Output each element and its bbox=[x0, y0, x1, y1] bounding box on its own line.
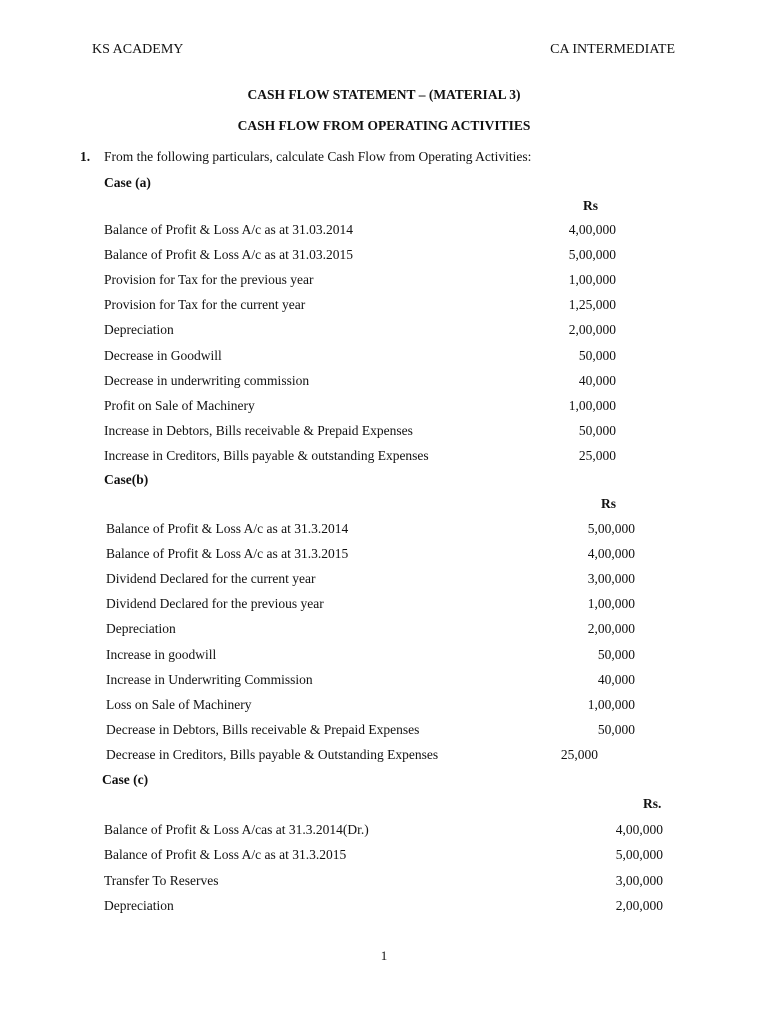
case-c-row-label: Transfer To Reserves bbox=[104, 872, 219, 888]
case-a-row-label: Decrease in Goodwill bbox=[104, 347, 222, 363]
case-b-row-value: 50,000 bbox=[597, 646, 635, 662]
case-b-row-label: Balance of Profit & Loss A/c as at 31.3.2014 bbox=[106, 521, 349, 536]
case-b-row-label: Depreciation bbox=[106, 621, 176, 637]
case-b-row-value: 1,00,000 bbox=[587, 696, 635, 712]
case-a-row-value: 50,000 bbox=[578, 422, 616, 438]
case-a-row-label: Increase in Creditors, Bills payable & outstanding Expenses bbox=[104, 447, 429, 463]
case-b-row-value: 25,000 bbox=[560, 746, 598, 762]
case-b-row-label: Decrease in Debtors, Bills receivable & Prepaid Expenses bbox=[106, 721, 420, 737]
case-a-row-value: 4,00,000 bbox=[568, 222, 616, 237]
case-b-row-value: 2,00,000 bbox=[587, 621, 635, 637]
case-b-unit: Rs bbox=[601, 496, 617, 511]
case-b-row-label: Dividend Declared for the current year bbox=[106, 571, 316, 587]
section-title: CASH FLOW FROM OPERATING ACTIVITIES bbox=[237, 118, 531, 133]
case-a-row-value: 50,000 bbox=[578, 347, 616, 363]
case-a-row-label: Decrease in underwriting commission bbox=[104, 372, 310, 388]
case-b-row-label: Decrease in Creditors, Bills payable & Outstanding Expenses bbox=[106, 746, 439, 762]
header-left: KS ACADEMY bbox=[92, 42, 184, 57]
case-b-row-value: 50,000 bbox=[597, 721, 635, 737]
case-c-row-value: 3,00,000 bbox=[615, 872, 663, 888]
case-b-row-label: Dividend Declared for the previous year bbox=[106, 596, 324, 612]
case-b-row-label: Loss on Sale of Machinery bbox=[106, 696, 252, 712]
case-b-row-label: Increase in Underwriting Commission bbox=[106, 671, 313, 687]
case-c-unit: Rs. bbox=[643, 796, 662, 811]
question-text: From the following particulars, calculate Cash Flow from Operating Activities: bbox=[104, 149, 532, 164]
case-a-row-label: Depreciation bbox=[104, 322, 174, 338]
case-a-label: Case (a) bbox=[104, 175, 151, 190]
page-title: CASH FLOW STATEMENT – (MATERIAL 3) bbox=[247, 87, 521, 102]
case-c-row-value: 4,00,000 bbox=[615, 822, 663, 837]
case-a-row-label: Balance of Profit & Loss A/c as at 31.03.2015 bbox=[104, 247, 353, 263]
case-c-row-label: Balance of Profit & Loss A/cas at 31.3.2014(Dr.) bbox=[104, 822, 369, 837]
case-c-row-label: Balance of Profit & Loss A/c as at 31.3.2015 bbox=[104, 847, 347, 863]
case-b-row-label: Increase in goodwill bbox=[106, 646, 217, 662]
case-a-row-value: 40,000 bbox=[578, 372, 616, 388]
case-b-row-value: 4,00,000 bbox=[587, 546, 635, 562]
case-a-row-value: 5,00,000 bbox=[568, 247, 616, 263]
case-b-row-label: Balance of Profit & Loss A/c as at 31.3.2015 bbox=[106, 546, 349, 562]
case-b-row-value: 1,00,000 bbox=[587, 596, 635, 612]
case-a-unit: Rs bbox=[583, 198, 599, 213]
case-c-label: Case (c) bbox=[102, 772, 149, 787]
case-c-row-label: Depreciation bbox=[104, 897, 174, 913]
case-b-row-value: 5,00,000 bbox=[587, 521, 635, 536]
case-a-row-label: Provision for Tax for the previous year bbox=[104, 272, 314, 288]
case-c-row-value: 2,00,000 bbox=[615, 897, 663, 913]
case-b-row-value: 3,00,000 bbox=[587, 571, 635, 587]
case-a-row-value: 25,000 bbox=[578, 447, 616, 463]
case-a-row-value: 1,25,000 bbox=[568, 297, 616, 313]
case-b-row-value: 40,000 bbox=[597, 671, 635, 687]
page-number: 1 bbox=[380, 948, 388, 963]
case-a-row-value: 1,00,000 bbox=[568, 397, 616, 413]
case-a-row-label: Provision for Tax for the current year bbox=[104, 297, 306, 313]
case-a-row-value: 1,00,000 bbox=[568, 272, 616, 288]
case-b-label: Case(b) bbox=[104, 472, 149, 487]
header-right: CA INTERMEDIATE bbox=[550, 42, 675, 57]
case-a-row-label: Profit on Sale of Machinery bbox=[104, 397, 255, 413]
question-number: 1. bbox=[80, 149, 91, 164]
case-c-row-value: 5,00,000 bbox=[615, 847, 663, 863]
case-a-row-label: Increase in Debtors, Bills receivable & Prepaid Expenses bbox=[104, 422, 413, 438]
case-a-row-value: 2,00,000 bbox=[568, 322, 616, 338]
case-a-row-label: Balance of Profit & Loss A/c as at 31.03.2014 bbox=[104, 222, 353, 237]
